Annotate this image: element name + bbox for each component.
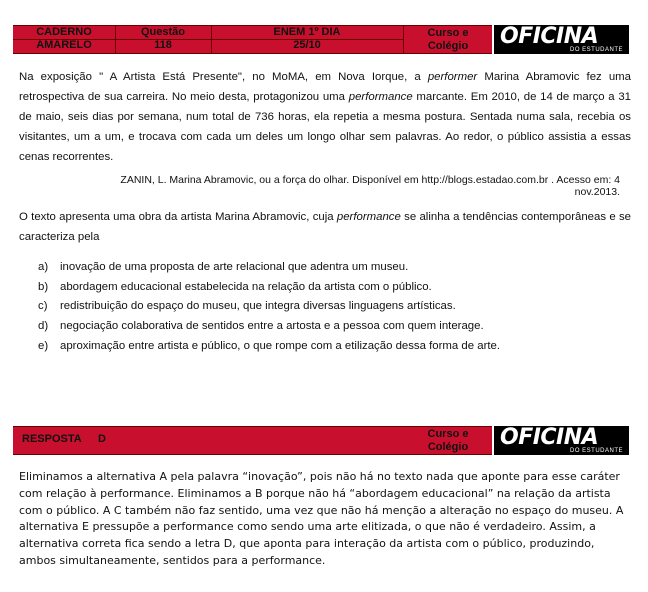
- answer-explanation: Eliminamos a alternativa A pela palavra “inovação”, pois não há no texto nada que aponte para esse caráter com relação à performance. Eliminamos a B porque não há “abordagem educacional” na relação da artista com o público. A C também não faz sentido, uma vez que não há menção a alteração no espaço do museu. A alternativa E pressupõe a performance como sendo uma arte elitizada, o que não é verdadeiro. Assim, a alternativa correta fica sendo a letra D, que aponta para interação da artista com o público, produzindo, ambos simultaneamente, sentidos para a performance.: [19, 470, 624, 567]
- text-run: se alinha a tendências contemporâneas e se caracteriza pela: [19, 211, 632, 243]
- italic-term: performer: [427, 71, 478, 83]
- italic-term: performance: [336, 211, 401, 223]
- exam-date: 25/10: [293, 39, 321, 51]
- option-text: inovação de uma proposta de arte relacional que adentra um museu.: [60, 261, 409, 273]
- answer-header: [13, 426, 629, 455]
- curso-line-1: Curso e: [427, 428, 469, 440]
- text-run: Marina Abramovic fez uma retrospectiva de sua carreira. No meio desta, protagonizou uma: [19, 71, 631, 103]
- option-item: [38, 297, 500, 317]
- caderno-value: AMARELO: [36, 39, 92, 51]
- question-header: [13, 25, 629, 54]
- option-letter: b): [38, 280, 49, 293]
- source-citation: ZANIN, L. Marina Abramovic, ou a força do olhar. Disponível em http://blogs.estadao.com.br . Acesso em: 4 nov.2013.: [120, 174, 620, 198]
- curso-label: [405, 426, 491, 455]
- option-item: [38, 278, 500, 298]
- logo-text: OFICINA: [500, 425, 599, 450]
- curso-line-1: Curso e: [427, 27, 469, 39]
- oficina-logo: [494, 25, 629, 54]
- italic-term: performance: [348, 91, 413, 103]
- logo-subtext: DO ESTUDANTE: [569, 448, 623, 454]
- option-text: negociação colaborativa de sentidos entre a artosta e a pessoa com quem interage.: [60, 320, 484, 333]
- option-text: redistribuição do espaço do museu, que integra diversas linguagens artísticas.: [60, 300, 456, 313]
- option-text: abordagem educacional estabelecida na relação da artista com o público.: [60, 280, 432, 293]
- exam-label: ENEM 1º DIA: [273, 26, 341, 38]
- questao-cell: [115, 25, 211, 54]
- answer-label: RESPOSTA: [22, 433, 82, 445]
- curso-line-2: Colégio: [427, 441, 469, 453]
- question-paragraph: [19, 67, 631, 167]
- option-letter: c): [38, 300, 48, 313]
- curso-label: [405, 25, 491, 54]
- exam-cell: [211, 25, 403, 54]
- option-letter: e): [38, 339, 49, 352]
- caderno-label: CADERNO: [36, 26, 92, 38]
- curso-line-2: Colégio: [427, 40, 469, 52]
- header-divider: [403, 25, 404, 54]
- text-run: Na exposição " A Artista Está Presente", no MoMA, em Nova Iorque, a: [19, 71, 428, 83]
- option-item: [38, 258, 500, 278]
- options-list: [38, 258, 500, 356]
- question-prompt: [19, 207, 631, 247]
- logo-subtext: DO ESTUDANTE: [569, 47, 623, 53]
- option-letter: a): [38, 261, 49, 273]
- text-run: O texto apresenta uma obra da artista Marina Abramovic, cuja: [19, 211, 337, 223]
- option-item: [38, 337, 500, 357]
- option-text: aproximação entre artista e público, o que rompe com a etilização dessa forma de arte.: [60, 339, 501, 352]
- answer-letter: D: [98, 433, 106, 445]
- text-run: marcante. Em 2010, de 14 de março a 31 de maio, seis dias por semana, num total de 736 horas, ela repetia a mesma postura. Sentada numa sala, recebia os visitantes, um a um, e trocava com cada um deles um longo olhar sem palavras. Ao redor, o público assistia a essas cenas recorrentes.: [19, 91, 631, 163]
- questao-label: Questão: [140, 26, 185, 38]
- questao-number: 118: [154, 39, 172, 51]
- option-letter: d): [38, 320, 49, 333]
- logo-text: OFICINA: [500, 24, 599, 49]
- caderno-cell: [13, 25, 115, 54]
- oficina-logo: [494, 426, 629, 455]
- option-item: [38, 317, 500, 337]
